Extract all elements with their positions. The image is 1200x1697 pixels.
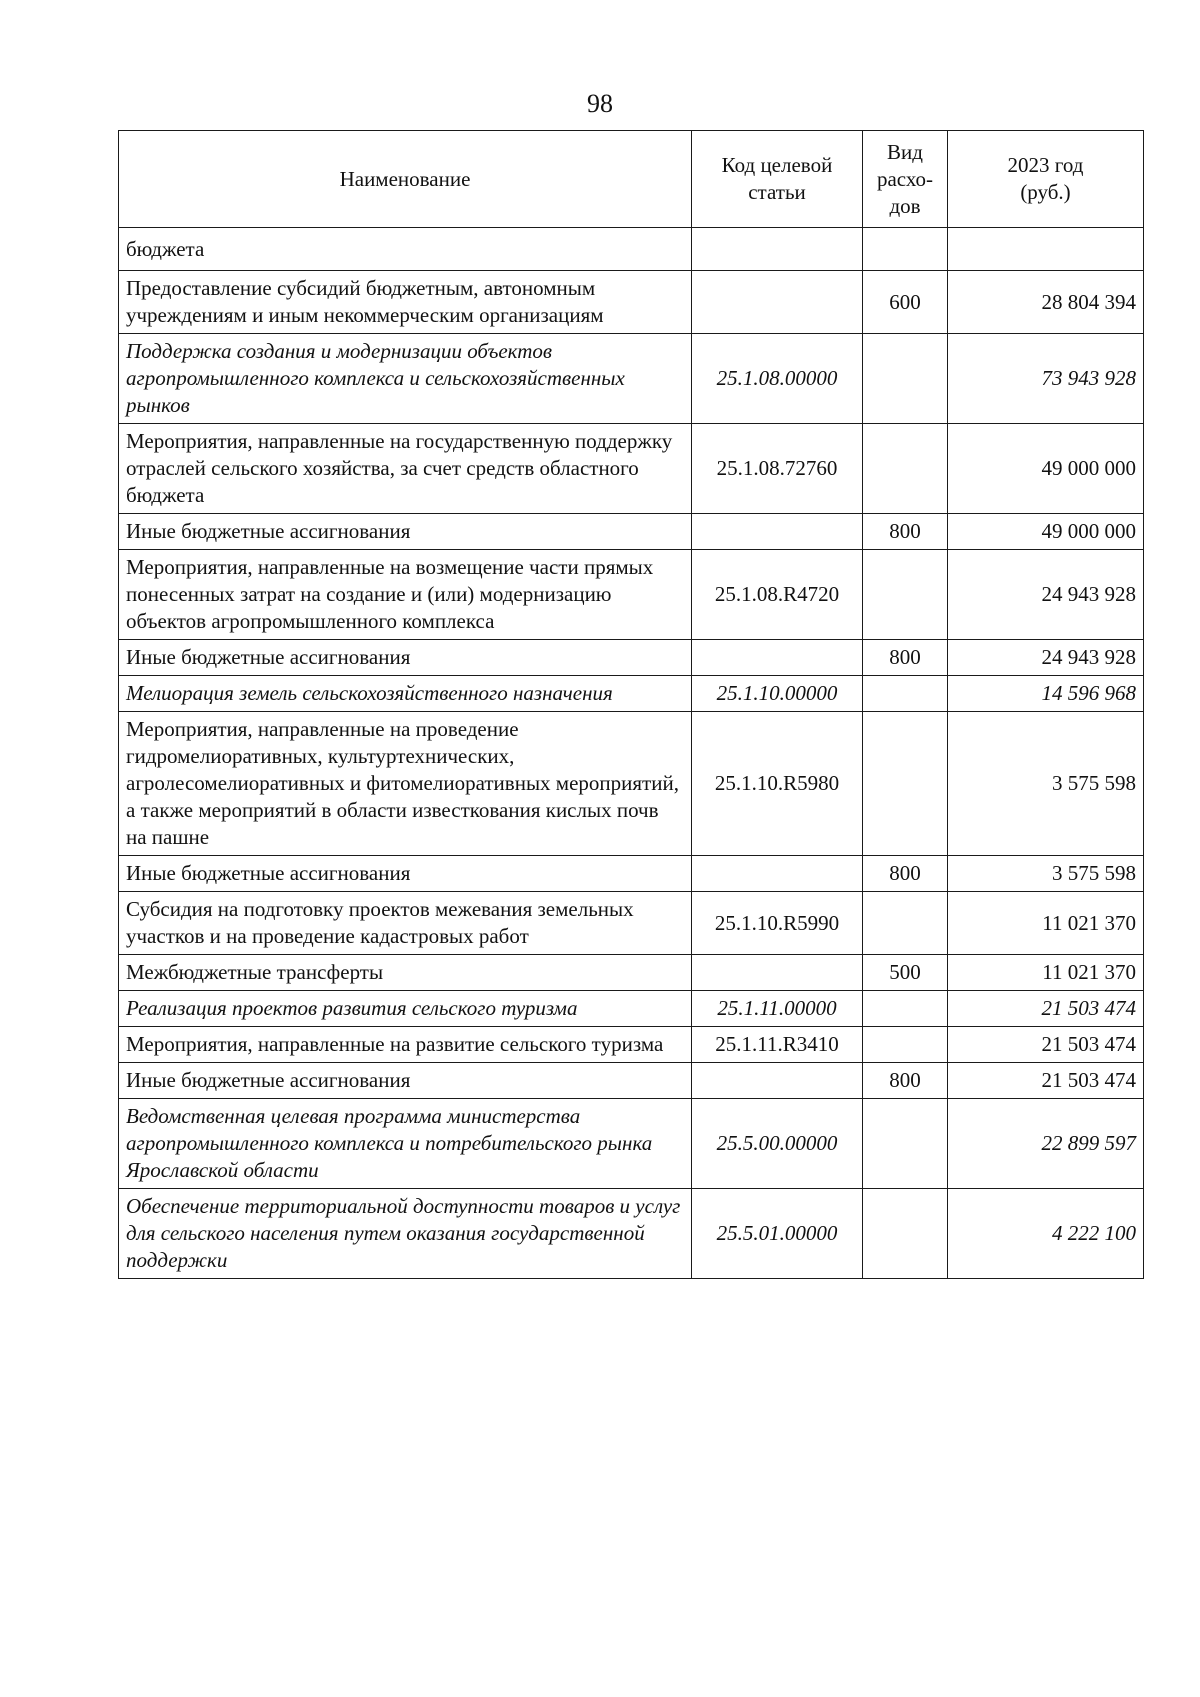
cell-code: 25.1.11.R3410 — [692, 1027, 863, 1063]
cell-sum: 21 503 474 — [948, 991, 1144, 1027]
cell-name: Предоставление субсидий бюджетным, автономным учреждениям и иным некоммерческим организациям — [119, 271, 692, 334]
cell-code: 25.1.08.00000 — [692, 334, 863, 424]
cell-vid — [863, 1189, 948, 1279]
cell-name: Реализация проектов развития сельского туризма — [119, 991, 692, 1027]
table-row — [119, 1027, 1144, 1063]
cell-code: 25.1.10.00000 — [692, 676, 863, 712]
cell-sum: 49 000 000 — [948, 424, 1144, 514]
cell-sum: 3 575 598 — [948, 712, 1144, 856]
table-row — [119, 424, 1144, 514]
table-row — [119, 1063, 1144, 1099]
cell-sum: 4 222 100 — [948, 1189, 1144, 1279]
cell-sum: 49 000 000 — [948, 514, 1144, 550]
cell-code — [692, 856, 863, 892]
cell-code: 25.5.01.00000 — [692, 1189, 863, 1279]
cell-vid — [863, 892, 948, 955]
cell-sum: 28 804 394 — [948, 271, 1144, 334]
cell-name: Мероприятия, направленные на возмещение части прямых понесенных затрат на создание и (или) модернизацию объектов агропромышленного комплекса — [119, 550, 692, 640]
cell-sum: 21 503 474 — [948, 1063, 1144, 1099]
cell-name: Иные бюджетные ассигнования — [119, 856, 692, 892]
table-row — [119, 550, 1144, 640]
cell-vid — [863, 550, 948, 640]
cell-code: 25.1.10.R5990 — [692, 892, 863, 955]
table-row — [119, 1099, 1144, 1189]
header-row — [119, 131, 1144, 228]
table-row — [119, 991, 1144, 1027]
cell-code: 25.1.11.00000 — [692, 991, 863, 1027]
cell-name: Межбюджетные трансферты — [119, 955, 692, 991]
table-row — [119, 514, 1144, 550]
header-code: Код целевой статьи — [692, 131, 863, 228]
cell-name: Мероприятия, направленные на проведение гидромелиоративных, культуртехнических, агролесомелиоративных и фитомелиоративных мероприятий, а также мероприятий в области известкования кислых почв на пашне — [119, 712, 692, 856]
cell-vid — [863, 712, 948, 856]
table-row — [119, 271, 1144, 334]
cell-vid — [863, 334, 948, 424]
table-row — [119, 676, 1144, 712]
cell-vid — [863, 424, 948, 514]
header-name: Наименование — [119, 131, 692, 228]
cell-vid: 600 — [863, 271, 948, 334]
cell-vid: 500 — [863, 955, 948, 991]
cell-vid: 800 — [863, 856, 948, 892]
table-row — [119, 955, 1144, 991]
table-header — [119, 131, 1144, 228]
cell-sum: 24 943 928 — [948, 550, 1144, 640]
cell-code — [692, 1063, 863, 1099]
cell-vid: 800 — [863, 514, 948, 550]
cell-name: Мероприятия, направленные на развитие сельского туризма — [119, 1027, 692, 1063]
cell-name: Мелиорация земель сельскохозяйственного назначения — [119, 676, 692, 712]
cell-vid — [863, 676, 948, 712]
cell-vid — [863, 1099, 948, 1189]
cell-code: 25.1.08.72760 — [692, 424, 863, 514]
cell-sum: 21 503 474 — [948, 1027, 1144, 1063]
cell-code — [692, 514, 863, 550]
cell-sum: 14 596 968 — [948, 676, 1144, 712]
cell-sum: 11 021 370 — [948, 955, 1144, 991]
table-row — [119, 228, 1144, 271]
table-row — [119, 856, 1144, 892]
budget-table — [118, 130, 1144, 1279]
cell-code: 25.1.08.R4720 — [692, 550, 863, 640]
cell-code — [692, 228, 863, 271]
table-row — [119, 712, 1144, 856]
cell-vid — [863, 228, 948, 271]
cell-code: 25.5.00.00000 — [692, 1099, 863, 1189]
cell-code — [692, 271, 863, 334]
cell-name: бюджета — [119, 228, 692, 271]
cell-code — [692, 640, 863, 676]
table-row — [119, 334, 1144, 424]
cell-name: Ведомственная целевая программа министерства агропромышленного комплекса и потребительского рынка Ярославской области — [119, 1099, 692, 1189]
header-vid: Вид расхо- дов — [863, 131, 948, 228]
cell-name: Обеспечение территориальной доступности товаров и услуг для сельского населения путем оказания государственной поддержки — [119, 1189, 692, 1279]
table-body — [119, 228, 1144, 1279]
cell-name: Иные бюджетные ассигнования — [119, 514, 692, 550]
cell-name: Иные бюджетные ассигнования — [119, 640, 692, 676]
cell-name: Субсидия на подготовку проектов межевания земельных участков и на проведение кадастровых работ — [119, 892, 692, 955]
cell-vid — [863, 1027, 948, 1063]
cell-name: Мероприятия, направленные на государственную поддержку отраслей сельского хозяйства, за счет средств областного бюджета — [119, 424, 692, 514]
cell-name: Иные бюджетные ассигнования — [119, 1063, 692, 1099]
cell-sum: 11 021 370 — [948, 892, 1144, 955]
cell-vid: 800 — [863, 1063, 948, 1099]
cell-name: Поддержка создания и модернизации объектов агропромышленного комплекса и сельскохозяйственных рынков — [119, 334, 692, 424]
cell-sum: 22 899 597 — [948, 1099, 1144, 1189]
cell-vid — [863, 991, 948, 1027]
table-row — [119, 892, 1144, 955]
page-number: 98 — [587, 89, 613, 118]
cell-sum: 24 943 928 — [948, 640, 1144, 676]
cell-vid: 800 — [863, 640, 948, 676]
table-row — [119, 1189, 1144, 1279]
header-sum: 2023 год (руб.) — [948, 131, 1144, 228]
cell-code: 25.1.10.R5980 — [692, 712, 863, 856]
cell-sum — [948, 228, 1144, 271]
cell-sum: 73 943 928 — [948, 334, 1144, 424]
cell-sum: 3 575 598 — [948, 856, 1144, 892]
cell-code — [692, 955, 863, 991]
table-row — [119, 640, 1144, 676]
